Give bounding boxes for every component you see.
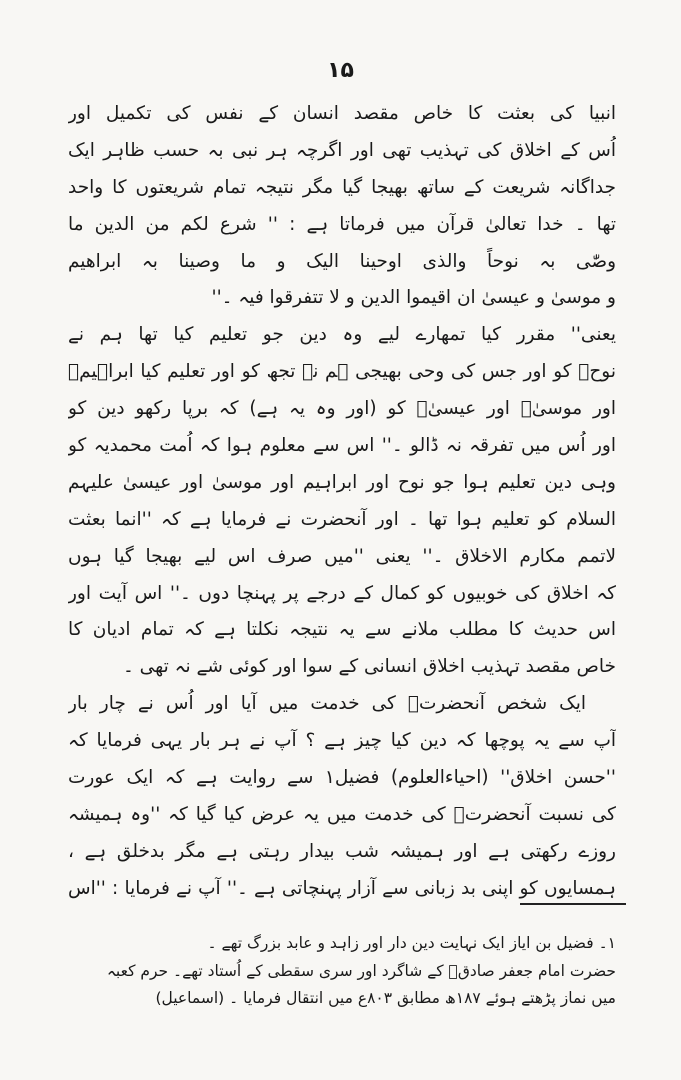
text-line: خاص مقصد تہذیب اخلاق انسانی کے سوا اور کوئی شے نہ تھی ۔	[122, 656, 616, 678]
text-line: وہی دین تعلیم ہوا جو نوح اور ابراہیم اور موسیٰ اور عیسیٰ علیہم	[68, 471, 616, 493]
text-line: اُس کے اخلاق کی تہذیب تھی اور اگرچہ ہر نبی بہ حسب ظاہر ایک	[68, 139, 616, 161]
text-line: آپ سے یہ پوچھا کہ دین کیا چیز ہے ؟ آپ نے ہر بار یہی فرمایا کہ	[68, 730, 616, 752]
text-line: لاتمم مکارم الاخلاق ۔'' یعنی ''میں صرف اس لیے بھیجا گیا ہوں	[68, 545, 616, 567]
page-number: ۱۵	[327, 58, 354, 83]
footnote-line: حضرت امام جعفر صادقؑ کے شاگرد اور سری سقطی کے اُستاد تھے۔ حرم کعبہ	[106, 961, 616, 980]
text-line: یعنی'' مقرر کیا تمھارے لیے وہ دین جو تعلیم کیا تھا ہم نے	[68, 324, 616, 346]
text-line: ہمسایوں کو اپنی بد زبانی سے آزار پہنچاتی ہے ۔'' آپ نے فرمایا : ''اس	[68, 877, 616, 899]
text-line: وصّٰی بہ نوحاً والذی اوحینا الیک و ما وصینا بہ ابراھیم	[68, 250, 616, 272]
footnote	[68, 930, 616, 1013]
text-line: جداگانہ شریعت کے ساتھ بھیجا گیا مگر نتیجہ تمام شریعتوں کا واحد	[68, 176, 616, 198]
text-line: انبیا کی بعثت کا خاص مقصد انسان کے نفس کی تکمیل اور	[68, 103, 616, 124]
footnote-line: میں نماز پڑھتے ہوئے ۱۸۷ھ مطابق ۸۰۳ع میں انتقال فرمایا ۔ (اسماعیل)	[155, 989, 616, 1007]
footnote-divider	[520, 903, 626, 905]
body-text	[68, 96, 616, 908]
footnote-line: ۱۔ فضیل بن ایاز ایک نہایت دین دار اور زاہد و عابد بزرگ تھے ۔	[207, 934, 616, 952]
text-line: ''حسن اخلاق'' (احیاءالعلوم) فضیل۱ سے روایت ہے کہ ایک عورت	[68, 767, 616, 789]
text-line: ایک شخص آنحضرتؐ کی خدمت میں آیا اور اُس نے چار بار	[68, 693, 586, 715]
text-line: اور موسیٰؑ اور عیسیٰؑ کو (اور وہ یہ ہے) کہ برپا رکھو دین کو	[68, 398, 616, 420]
text-line: کہ اخلاق کی خوبیوں کو کمال کے درجے پر پہنچا دوں ۔'' اس آیت اور	[68, 582, 616, 604]
text-line: و موسیٰ و عیسیٰ ان اقیموا الدین و لا تتفرقوا فیہ ۔''	[211, 287, 616, 309]
text-line: تھا ۔ خدا تعالیٰ قرآن میں فرماتا ہے : '' شرع لکم من الدین ما	[68, 213, 616, 235]
text-line: کی نسبت آنحضرتؐ کی خدمت میں یہ عرض کیا گیا کہ ''وہ ہمیشہ	[68, 803, 616, 825]
text-line: نوحؑ کو اور جس کی وحی بھیجی ہم نے تجھ کو اور تعلیم کیا ابراہیمؑ	[68, 361, 616, 383]
text-line: روزے رکھتی ہے اور ہمیشہ شب بیدار رہتی ہے مگر بدخلق ہے ،	[68, 840, 616, 862]
text-line: اس حدیث کا مطلب ملانے سے یہ نتیجہ نکلتا ہے کہ تمام ادیان کا	[68, 619, 616, 641]
text-line: السلام کو تعلیم ہوا تھا ۔ اور آنحضرت نے فرمایا ہے کہ ''انما بعثت	[68, 508, 616, 530]
text-line: اور اُس میں تفرقہ نہ ڈالو ۔'' اس سے معلوم ہوا کہ اُمت محمدیہ کو	[68, 435, 616, 457]
